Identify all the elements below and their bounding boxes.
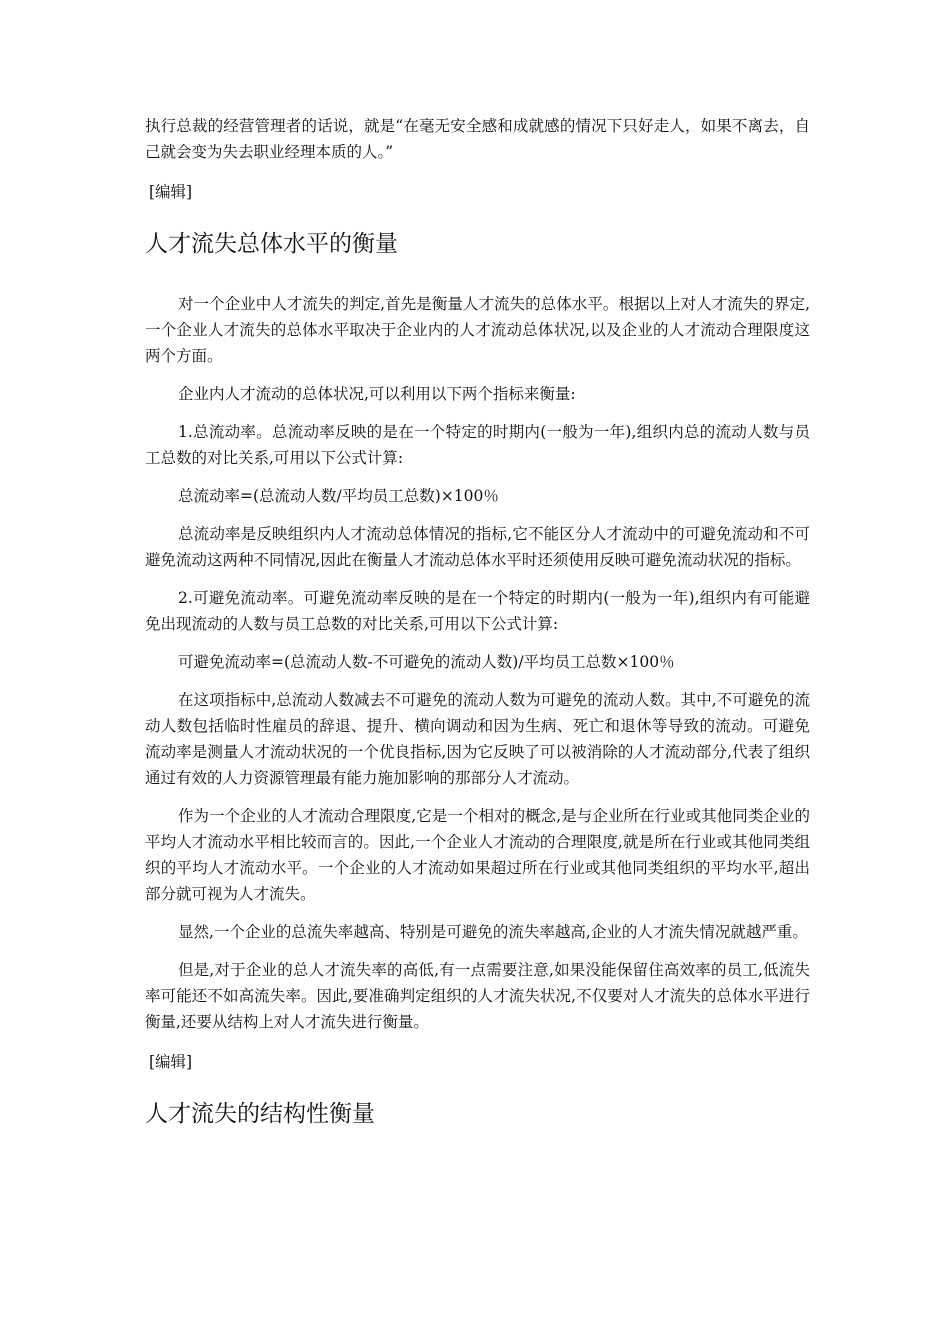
body-paragraph: 1.总流动率。总流动率反映的是在一个特定的时期内(一般为一年),组织内总的流动人数与员工总数的对比关系,可用以下公式计算: <box>145 423 810 467</box>
intro-paragraph: 执行总裁的经营管理者的话说，就是“在毫无安全感和成就感的情况下只好走人，如果不离去，自己就会变为失去职业经理本质的人。” <box>145 117 810 161</box>
edit-link[interactable]: [编辑] <box>149 1053 193 1071</box>
body-paragraph: 企业内人才流动的总体状况,可以利用以下两个指标来衡量: <box>178 385 576 403</box>
formula: 总流动率=(总流动人数/平均员工总数)×100％ <box>178 487 499 505</box>
section-heading: 人才流失的结构性衡量 <box>145 1101 375 1127</box>
body-paragraph: 总流动率是反映组织内人才流动总体情况的指标,它不能区分人才流动中的可避免流动和不可避免流动这两种不同情况,因此在衡量人才流动总体水平时还须使用反映可避免流动状况的指标。 <box>145 525 810 569</box>
formula: 可避免流动率=(总流动人数-不可避免的流动人数)/平均员工总数×100％ <box>178 653 675 671</box>
body-paragraph: 在这项指标中,总流动人数减去不可避免的流动人数为可避免的流动人数。其中,不可避免的流动人数包括临时性雇员的辞退、提升、横向调动和因为生病、死亡和退休等导致的流动。可避免流动率是测量人才流动状况的一个优良指标,因为它反映了可以被消除的人才流动部分,代表了组织通过有效的人力资源管理最有能力施加影响的那部分人才流动。 <box>145 691 810 787</box>
edit-link[interactable]: [编辑] <box>149 183 193 201</box>
body-paragraph: 但是,对于企业的总人才流失率的高低,有一点需要注意,如果没能保留住高效率的员工,低流失率可能还不如高流失率。因此,要准确判定组织的人才流失状况,不仅要对人才流失的总体水平进行衡量,还要从结构上对人才流失进行衡量。 <box>145 961 810 1031</box>
body-paragraph: 作为一个企业的人才流动合理限度,它是一个相对的概念,是与企业所在行业或其他同类企业的平均人才流动水平相比较而言的。因此,一个企业人才流动的合理限度,就是所在行业或其他同类组织的平均人才流动水平。一个企业的人才流动如果超过所在行业或其他同类组织的平均水平,超出部分就可视为人才流失。 <box>145 807 810 903</box>
section-heading: 人才流失总体水平的衡量 <box>145 231 398 257</box>
body-paragraph: 显然,一个企业的总流失率越高、特别是可避免的流失率越高,企业的人才流失情况就越严重。 <box>178 923 808 941</box>
body-paragraph: 2.可避免流动率。可避免流动率反映的是在一个特定的时期内(一般为一年),组织内有可能避免出现流动的人数与员工总数的对比关系,可用以下公式计算: <box>145 589 810 633</box>
document-page <box>145 113 810 1129</box>
body-paragraph: 对一个企业中人才流失的判定,首先是衡量人才流失的总体水平。根据以上对人才流失的界定,一个企业人才流失的总体水平取决于企业内的人才流动总体状况,以及企业的人才流动合理限度这两个方面。 <box>145 295 810 365</box>
